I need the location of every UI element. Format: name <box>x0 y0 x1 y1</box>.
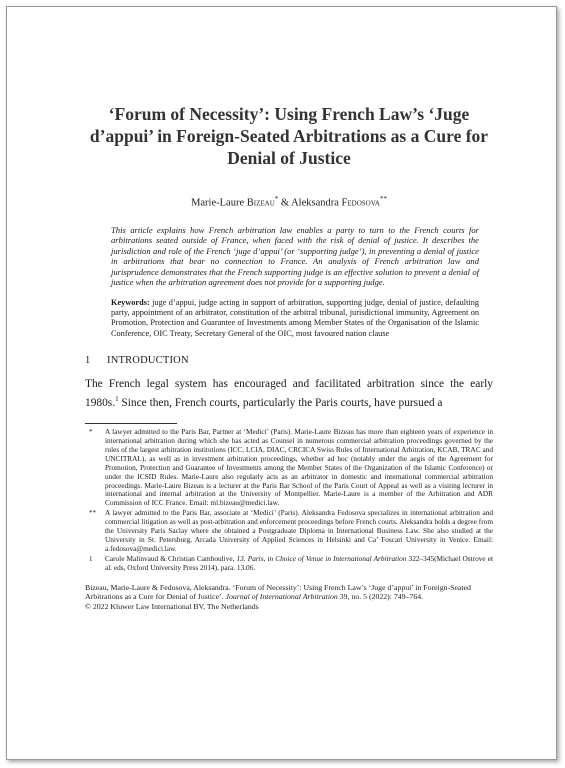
keywords <box>111 298 479 339</box>
copyright-line: © 2022 Kluwer Law International BV, The Netherlands <box>85 601 259 611</box>
section-title: INTRODUCTION <box>107 354 189 366</box>
footnote-author2 <box>85 509 493 554</box>
body-text-start: The French legal system has encouraged and facilitated arbitration since the early 1980s. <box>85 378 493 410</box>
footnote-mark: * <box>89 428 93 437</box>
footnote-author1 <box>85 428 493 508</box>
article-first-page <box>85 103 493 611</box>
footnote-text-start: Carole Malinvaud & Christian Camboulive, <box>105 553 237 563</box>
footnote-text: A lawyer admitted to the Paris Bar, Partner at ‘Medici’ (Paris). Marie-Laure Bizeau has more than eighteen years of experience in international arbitration during which she has acted as Counsel in numerous commercial arbitration proceedings governed by the rules of the largest arbitration institutions (ICC, LCIA, DIAC, CRCICA Swiss Rules of International Arbitration, KCAB, TRAC and UNCITRAL), as well as in investment arbitration proceedings, whether ad hoc (notably under the aegis of the Agreement for Promotion, Protection and Guarantee of Investments among the Member States of the Organization of the Islamic Conference) or under the ICSID Rules. Marie-Laure also regularly acts as an arbitrator in domestic and international commercial arbitration proceedings. Marie-Laure Bizeau is a lecturer at the Paris Bar School of the Paris Court of Appeal as well as a visiting lecturer in international and internal arbitration at the University of Montpellier. Marie-Laure is a member of the Arbitration and ADR Commission of ICC France. Email: ml.bizeau@medici.law. <box>105 427 493 508</box>
footnote-divider <box>85 423 177 424</box>
author-line <box>85 195 493 209</box>
page <box>6 6 557 760</box>
citation-text: Bizeau, Marie-Laure & Fedosova, Aleksandra. ‘Forum of Necessity’: Using French Law’s ‘Juge d’appui’ in Foreign-Seated Arbitrations as a Cure for Denial of Justice’. <box>85 582 471 602</box>
author-separator: & <box>280 197 290 209</box>
citation-volume: 39, no. 5 (2022): 749–764. <box>337 592 424 602</box>
footnote-1 <box>85 555 493 573</box>
author1-last-name: Bizeau <box>246 197 275 209</box>
author2-last-name: Fedosova <box>341 197 380 209</box>
author2-first-name: Aleksandra <box>291 197 339 209</box>
author1-first-name: Marie-Laure <box>191 197 245 209</box>
author1-footnote-mark: * <box>274 195 279 203</box>
footnote-mark: ** <box>89 509 96 518</box>
section-number: 1 <box>85 354 91 366</box>
section-heading <box>85 355 493 366</box>
keywords-text: juge d’appui, judge acting in support of arbitration, supporting judge, denial of justice, defaulting party, appointment of an arbitrator, constitution of the arbitral tribunal, jurisdictional immunity, Agreement on Promotion, Protection and Guarantee of Investments among Member States of the Organisation of the Islamic Conference, OIC Treaty, Secretary General of the OIC, most favoured nation clause <box>111 298 479 338</box>
author2-footnote-mark: ** <box>379 195 387 203</box>
citation-block <box>85 583 493 612</box>
citation-journal: Journal of International Arbitration <box>225 592 338 602</box>
body-paragraph <box>85 377 493 411</box>
keywords-label: Keywords: <box>111 298 150 308</box>
footnote-text: A lawyer admitted to the Paris Bar, associate at ‘Medici’ (Paris). Aleksandra Fedosova specializes in international arbitration and commercial litigation as well as post-arbitration and enforcement proceedings before French courts. Aleksandra holds a degree from the University Paris Saclay where she obtained a Postgraduate Diploma in International Business Law. She also studied at the University in St. Petersburg, Arcada University of Applied Sciences in Helsinki and Ca’ Foscari University in Venice. Email: a.fedosova@medici.law. <box>105 508 493 553</box>
footnote-ref-1: 1 <box>115 395 119 404</box>
footnote-text-italic: 13. Paris, in Choice of Venue in International Arbitration <box>236 553 407 563</box>
article-title: ‘Forum of Necessity’: Using French Law’s ‘Juge d’appui’ in Foreign-Seated Arbitrations as a Cure for Denial of Justice <box>89 104 489 168</box>
abstract: This article explains how French arbitration law enables a party to turn to the French courts for arbitrations seated outside of France, when faced with the risk of denial of justice. It describes the jurisdiction and role of the French ‘juge d’appui’ (or ‘supporting judge’), in preventing a denial of justice in arbitrations that bear no connection to France. An analysis of French arbitration law and jurisprudence demonstrates that the French supporting judge is an effective solution to prevent a denial of justice when the arbitration agreement does not provide for a supporting judge. <box>111 224 479 288</box>
footnote-mark: 1 <box>89 554 93 563</box>
body-text-end: Since then, French courts, particularly the Paris courts, have pursued a <box>118 397 443 410</box>
footnote-text-end: 322–345(Michael Ostrove et al. eds, Oxford University Press 2014), para. 13.06. <box>105 553 494 572</box>
